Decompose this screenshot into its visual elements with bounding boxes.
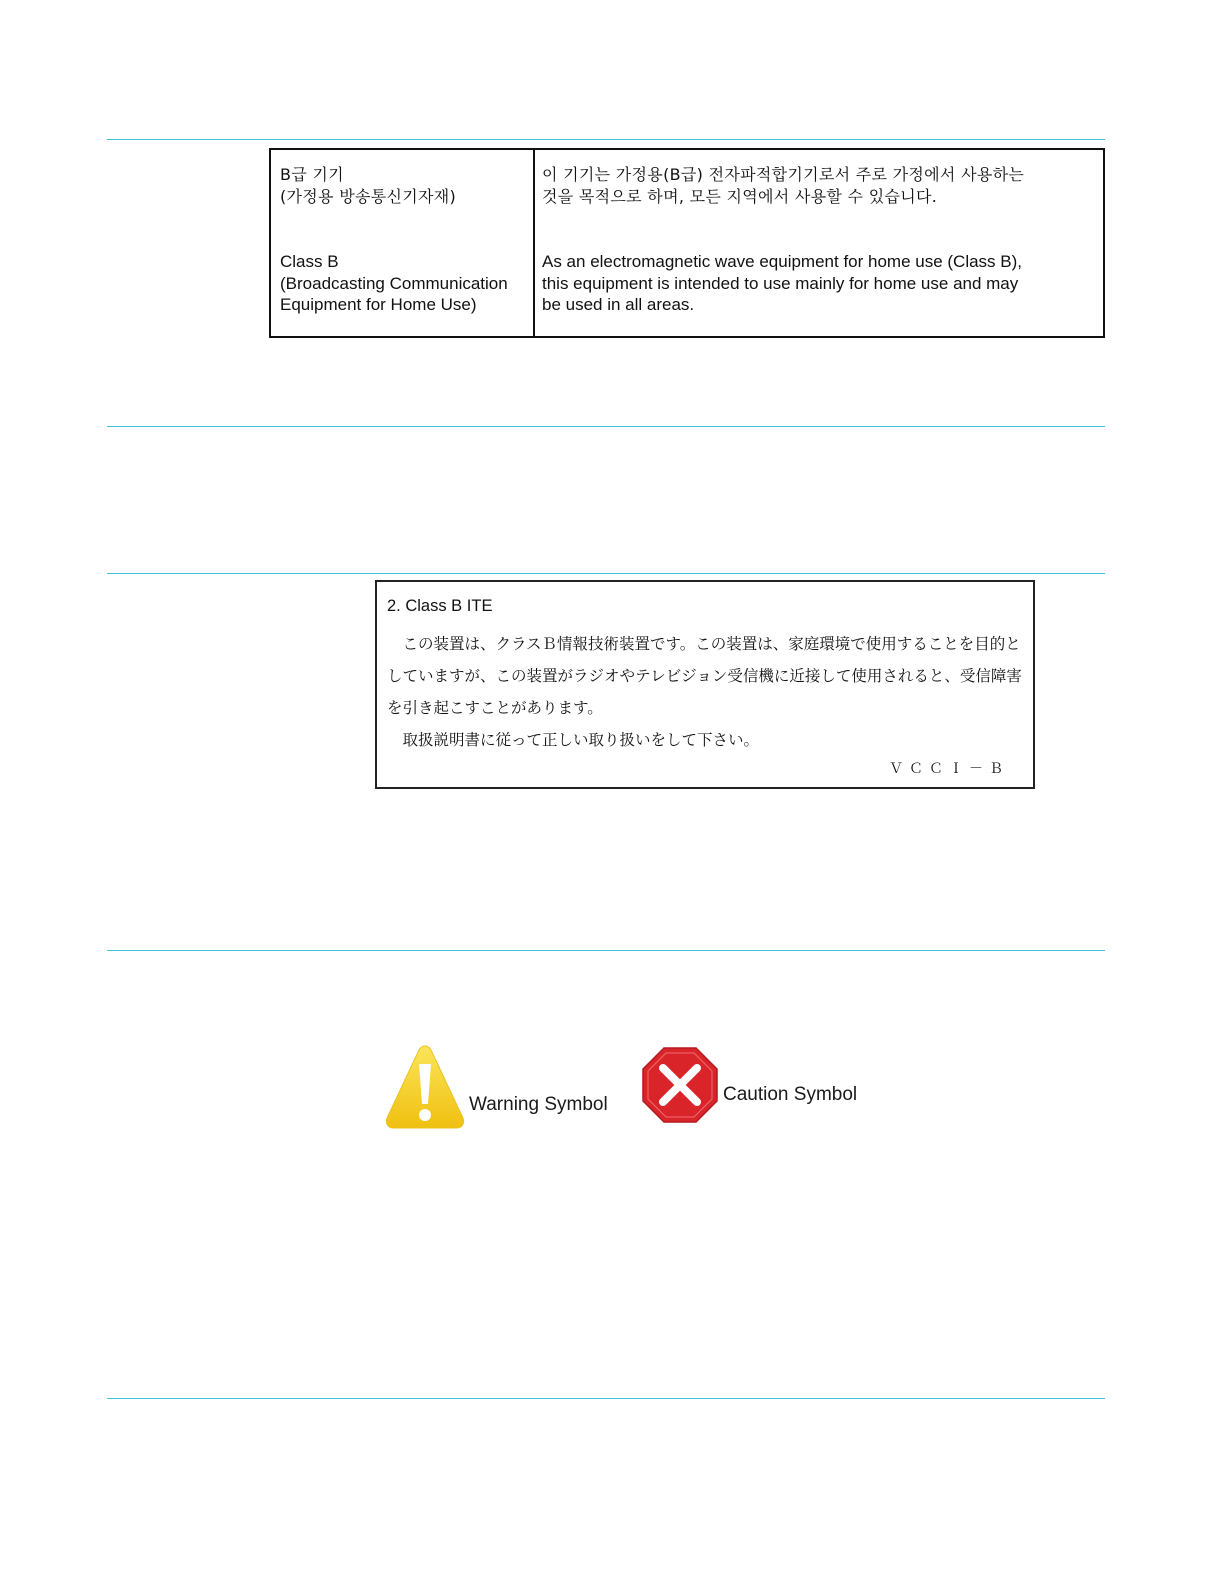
class-label-english: Class B (Broadcasting Communication Equipment for Home Use)	[280, 252, 508, 314]
vcci-mark: ＶＣＣＩ－Ｂ	[889, 761, 1009, 777]
vcci-paragraph: 取扱説明書に従って正しい取り扱いをして下さい。	[402, 731, 760, 749]
class-label-korean: B급 기기 (가정용 방송통신기자재)	[280, 165, 457, 206]
warning-symbol	[383, 1042, 608, 1130]
divider	[107, 950, 1105, 951]
divider	[107, 139, 1105, 140]
caution-symbol	[641, 1046, 857, 1124]
caution-octagon-icon	[641, 1046, 719, 1124]
korean-notice-left-cell	[271, 150, 535, 336]
warning-triangle-icon	[383, 1042, 467, 1130]
notice-text-english: As an electromagnetic wave equipment for home use (Class B), this equipment is intended to use mainly for home use and may be used in all areas.	[542, 252, 1023, 314]
symbol-legend	[383, 1042, 883, 1132]
vcci-title: 2. Class B ITE	[387, 597, 493, 615]
notice-text-korean: 이 기기는 가정용(B급) 전자파적합기기로서 주로 가정에서 사용하는 것을 목적으로 하며, 모든 지역에서 사용할 수 있습니다.	[542, 165, 1025, 206]
caution-symbol-label: Caution Symbol	[723, 1084, 858, 1105]
korean-notice-right-cell	[535, 150, 1103, 336]
divider	[107, 573, 1105, 574]
divider	[107, 426, 1105, 427]
vcci-body	[387, 628, 1025, 756]
vcci-paragraph: この装置は、クラスＢ情報技術装置です。この装置は、家庭環境で使用することを目的としていますが、この装置がラジオやテレビジョン受信機に近接して使用されると、受信障害を引き起こすことがあります。	[387, 635, 1022, 717]
vcci-notice-box	[375, 580, 1035, 789]
korean-notice-table	[269, 148, 1105, 338]
divider	[107, 1398, 1105, 1399]
warning-symbol-label: Warning Symbol	[469, 1094, 608, 1115]
